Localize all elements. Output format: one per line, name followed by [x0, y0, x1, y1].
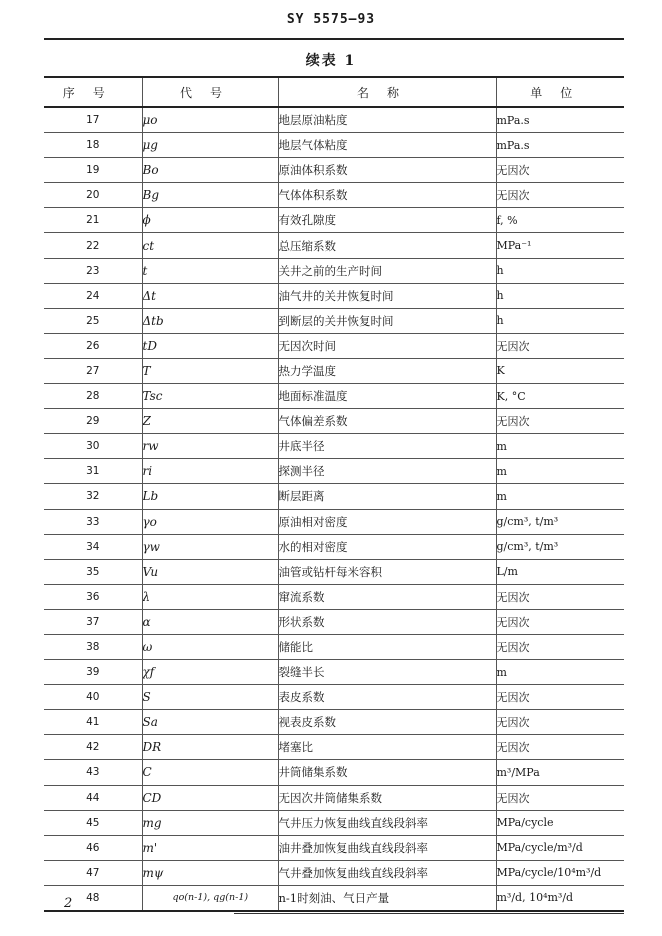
row-code: Vu: [142, 559, 278, 584]
table-row: [44, 308, 624, 333]
table-row: [44, 835, 624, 860]
row-name: 有效孔隙度: [278, 208, 496, 233]
row-name: 视表皮系数: [278, 710, 496, 735]
row-code: CD: [142, 785, 278, 810]
row-code: m': [142, 835, 278, 860]
row-code: Bo: [142, 158, 278, 183]
row-number: 41: [44, 710, 142, 735]
row-code: μg: [142, 133, 278, 158]
row-name: 热力学温度: [278, 358, 496, 383]
row-unit: 无因次: [496, 584, 624, 609]
row-number: 48: [44, 885, 142, 911]
row-number: 38: [44, 634, 142, 659]
column-header-number: 序号: [44, 77, 142, 107]
row-name: 形状系数: [278, 609, 496, 634]
row-name: 井底半径: [278, 434, 496, 459]
row-name: 总压缩系数: [278, 233, 496, 258]
row-name: 原油体积系数: [278, 158, 496, 183]
table-row: [44, 333, 624, 358]
row-code: ω: [142, 634, 278, 659]
row-name: 油管或钻杆每米容积: [278, 559, 496, 584]
table-row: [44, 384, 624, 409]
row-unit: m: [496, 660, 624, 685]
table-row: [44, 534, 624, 559]
row-name: 气井叠加恢复曲线直线段斜率: [278, 860, 496, 885]
row-number: 18: [44, 133, 142, 158]
table-row: [44, 584, 624, 609]
row-code: ct: [142, 233, 278, 258]
row-number: 34: [44, 534, 142, 559]
row-code: tD: [142, 333, 278, 358]
row-unit: MPa/cycle/10⁴m³/d: [496, 860, 624, 885]
row-name: 地面标准温度: [278, 384, 496, 409]
row-number: 22: [44, 233, 142, 258]
table-caption: 续表 1: [305, 53, 357, 69]
row-name: 表皮系数: [278, 685, 496, 710]
row-number: 42: [44, 735, 142, 760]
table-row: [44, 559, 624, 584]
row-code: DR: [142, 735, 278, 760]
header-rule: [44, 38, 624, 40]
page-number: 2: [64, 896, 73, 911]
standard-code-header: SY 5575—93: [286, 12, 376, 27]
row-code: mg: [142, 810, 278, 835]
row-number: 20: [44, 183, 142, 208]
row-code: qo(n-1), qg(n-1): [142, 885, 278, 911]
row-number: 37: [44, 609, 142, 634]
row-name: 关井之前的生产时间: [278, 258, 496, 283]
row-name: 无因次井筒储集系数: [278, 785, 496, 810]
row-unit: MPa⁻¹: [496, 233, 624, 258]
row-code: χf: [142, 660, 278, 685]
row-name: 原油相对密度: [278, 509, 496, 534]
row-unit: h: [496, 258, 624, 283]
table-row: [44, 133, 624, 158]
row-unit: m³/MPa: [496, 760, 624, 785]
row-number: 24: [44, 283, 142, 308]
row-code: γo: [142, 509, 278, 534]
row-unit: 无因次: [496, 158, 624, 183]
row-number: 47: [44, 860, 142, 885]
row-unit: h: [496, 308, 624, 333]
row-unit: 无因次: [496, 685, 624, 710]
row-number: 26: [44, 333, 142, 358]
row-number: 36: [44, 584, 142, 609]
row-code: Δt: [142, 283, 278, 308]
table-row: [44, 459, 624, 484]
row-unit: m: [496, 459, 624, 484]
table-row: [44, 660, 624, 685]
row-unit: mPa.s: [496, 133, 624, 158]
table-row: [44, 509, 624, 534]
table-row: [44, 810, 624, 835]
row-name: 到断层的关井恢复时间: [278, 308, 496, 333]
row-number: 19: [44, 158, 142, 183]
row-code: λ: [142, 584, 278, 609]
table-header-row: [44, 77, 624, 107]
table-row: [44, 860, 624, 885]
row-number: 27: [44, 358, 142, 383]
row-number: 23: [44, 258, 142, 283]
row-code: mψ: [142, 860, 278, 885]
row-unit: 无因次: [496, 409, 624, 434]
row-unit: 无因次: [496, 634, 624, 659]
row-code: rw: [142, 434, 278, 459]
row-code: T: [142, 358, 278, 383]
row-unit: K: [496, 358, 624, 383]
table-row: [44, 107, 624, 133]
row-name: 井筒储集系数: [278, 760, 496, 785]
table-row: [44, 735, 624, 760]
row-number: 25: [44, 308, 142, 333]
row-number: 43: [44, 760, 142, 785]
row-unit: m: [496, 434, 624, 459]
table-row: [44, 283, 624, 308]
row-number: 33: [44, 509, 142, 534]
row-name: 油气井的关井恢复时间: [278, 283, 496, 308]
row-code: Sa: [142, 710, 278, 735]
row-unit: K, °C: [496, 384, 624, 409]
table-row: [44, 358, 624, 383]
row-unit: f, %: [496, 208, 624, 233]
row-number: 44: [44, 785, 142, 810]
row-unit: 无因次: [496, 183, 624, 208]
row-number: 28: [44, 384, 142, 409]
row-number: 30: [44, 434, 142, 459]
table-row: [44, 183, 624, 208]
row-code: γw: [142, 534, 278, 559]
table-row: [44, 233, 624, 258]
row-name: 水的相对密度: [278, 534, 496, 559]
table-body: [44, 107, 624, 911]
table-row: [44, 885, 624, 911]
row-number: 45: [44, 810, 142, 835]
row-code: Tsc: [142, 384, 278, 409]
row-code: ri: [142, 459, 278, 484]
row-code: t: [142, 258, 278, 283]
row-unit: 无因次: [496, 785, 624, 810]
row-number: 31: [44, 459, 142, 484]
column-header-unit: 单位: [496, 77, 624, 107]
row-unit: MPa/cycle/m³/d: [496, 835, 624, 860]
row-unit: g/cm³, t/m³: [496, 509, 624, 534]
table-row: [44, 158, 624, 183]
row-unit: 无因次: [496, 609, 624, 634]
table-row: [44, 685, 624, 710]
column-header-name: 名称: [278, 77, 496, 107]
row-code: ϕ: [142, 208, 278, 233]
table-row: [44, 760, 624, 785]
row-code: Lb: [142, 484, 278, 509]
row-unit: h: [496, 283, 624, 308]
row-name: 气体偏差系数: [278, 409, 496, 434]
table-row: [44, 634, 624, 659]
row-name: 堵塞比: [278, 735, 496, 760]
row-name: 气井压力恢复曲线直线段斜率: [278, 810, 496, 835]
table-row: [44, 484, 624, 509]
row-name: n-1时刻油、气日产量: [278, 885, 496, 911]
row-number: 40: [44, 685, 142, 710]
row-unit: L/m: [496, 559, 624, 584]
table-row: [44, 785, 624, 810]
row-unit: m³/d, 10⁴m³/d: [496, 885, 624, 911]
symbol-table: [44, 76, 624, 912]
row-code: Bg: [142, 183, 278, 208]
row-name: 断层距离: [278, 484, 496, 509]
row-name: 油井叠加恢复曲线直线段斜率: [278, 835, 496, 860]
table-row: [44, 434, 624, 459]
row-number: 35: [44, 559, 142, 584]
row-name: 探测半径: [278, 459, 496, 484]
row-unit: 无因次: [496, 333, 624, 358]
row-unit: m: [496, 484, 624, 509]
row-number: 21: [44, 208, 142, 233]
column-header-code: 代号: [142, 77, 278, 107]
row-unit: mPa.s: [496, 107, 624, 133]
table-row: [44, 409, 624, 434]
row-code: C: [142, 760, 278, 785]
footer-rule: [234, 913, 624, 914]
table-row: [44, 710, 624, 735]
row-code: Δtb: [142, 308, 278, 333]
row-name: 无因次时间: [278, 333, 496, 358]
row-name: 储能比: [278, 634, 496, 659]
row-name: 地层原油粘度: [278, 107, 496, 133]
row-name: 窜流系数: [278, 584, 496, 609]
row-code: S: [142, 685, 278, 710]
row-number: 32: [44, 484, 142, 509]
row-number: 46: [44, 835, 142, 860]
row-name: 气体体积系数: [278, 183, 496, 208]
table-row: [44, 208, 624, 233]
row-code: Z: [142, 409, 278, 434]
row-name: 裂缝半长: [278, 660, 496, 685]
row-unit: 无因次: [496, 710, 624, 735]
table-row: [44, 609, 624, 634]
row-code: μo: [142, 107, 278, 133]
row-number: 39: [44, 660, 142, 685]
row-unit: 无因次: [496, 735, 624, 760]
table-row: [44, 258, 624, 283]
row-unit: MPa/cycle: [496, 810, 624, 835]
row-code: α: [142, 609, 278, 634]
row-name: 地层气体粘度: [278, 133, 496, 158]
row-number: 29: [44, 409, 142, 434]
row-number: 17: [44, 107, 142, 133]
row-unit: g/cm³, t/m³: [496, 534, 624, 559]
